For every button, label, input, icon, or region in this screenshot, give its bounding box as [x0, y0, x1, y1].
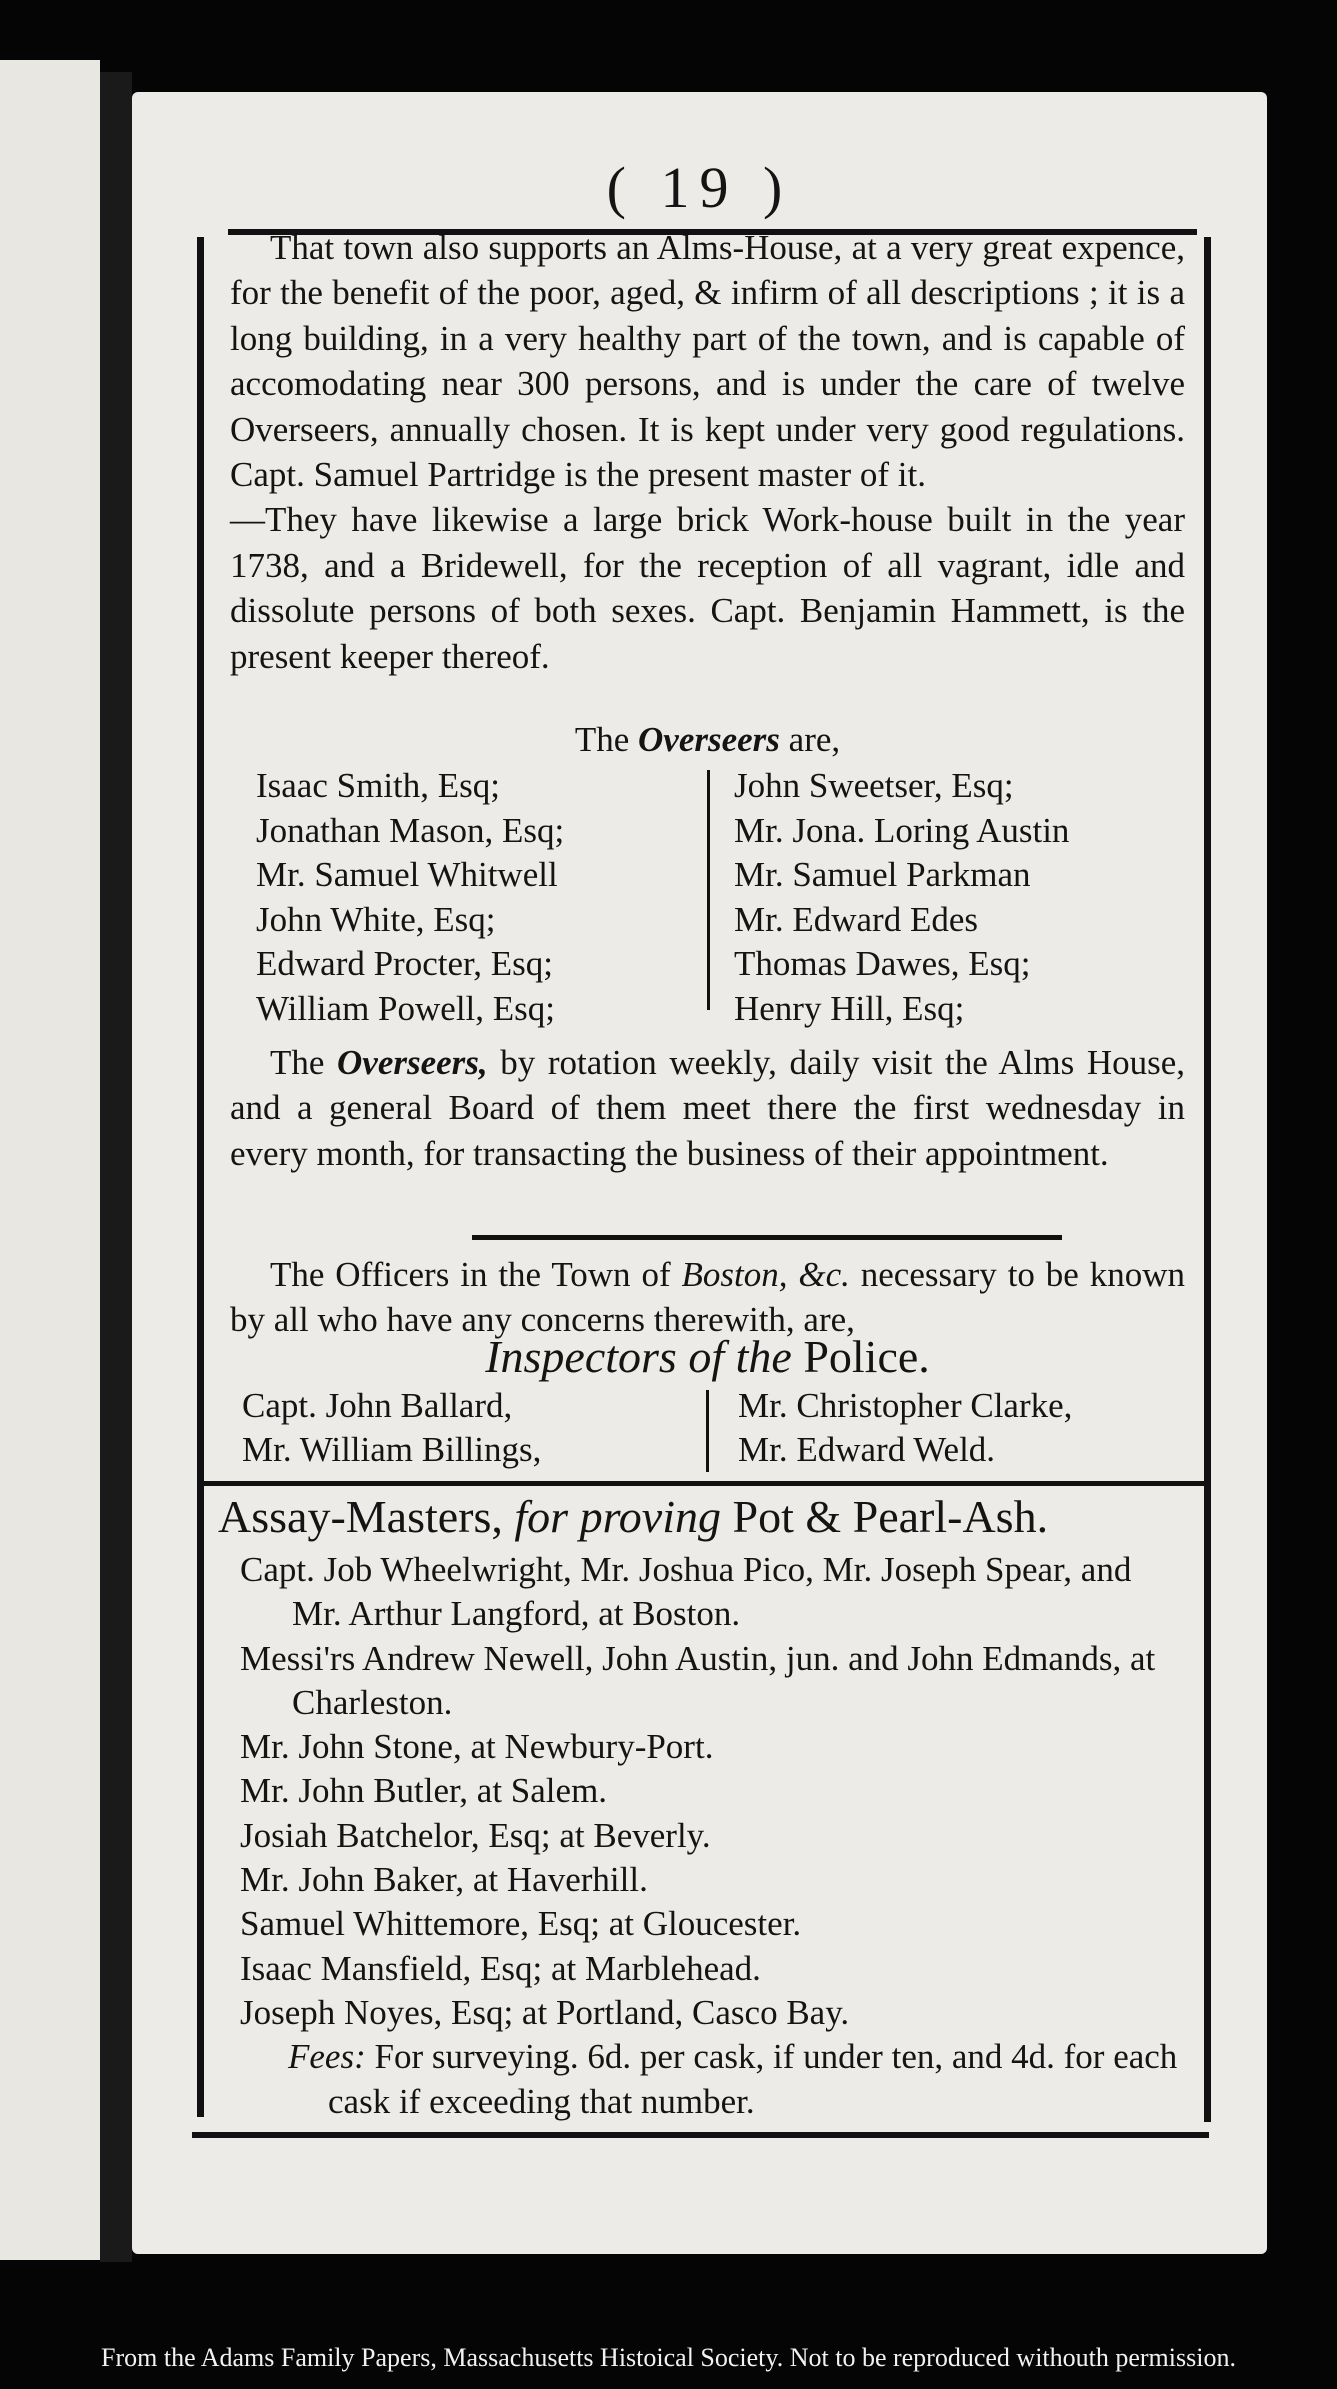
- section-divider-rule: [472, 1235, 1062, 1240]
- assay-entry: Messi'rs Andrew Newell, John Austin, jun. and John Edmands, at Charleston.: [240, 1638, 1156, 1722]
- archive-credit-footer: From the Adams Family Papers, Massachusetts Histoical Society. Not to be reproduced withouth permission.: [101, 2343, 1236, 2372]
- frame-rule-left: [197, 237, 204, 2117]
- frame-rule-bottom: [192, 2132, 1209, 2138]
- fees-note: Fees: For surveying. 6d. per cask, if under ten, and 4d. for each cask if exceeding that number.: [288, 2037, 1178, 2121]
- overseers-duties-paragraph: The Overseers, by rotation weekly, daily visit the Alms House, and a general Board of them meet there the first wednesday in every month, for transacting the business of their appointment.: [230, 1043, 1186, 1173]
- officers-intro: The Officers in the Town of Boston, &c. necessary to be known by all who have any concerns therewith, are,: [230, 1255, 1186, 1339]
- inspectors-heading: Inspectors of the Police.: [485, 1331, 930, 1382]
- page-number: ( 19 ): [606, 155, 793, 220]
- facing-page-edge: [0, 60, 100, 2260]
- document-page: [132, 92, 1267, 2254]
- assay-entry: Josiah Batchelor, Esq; at Beverly.: [240, 1815, 711, 1855]
- assay-entry: Isaac Mansfield, Esq; at Marblehead.: [240, 1948, 761, 1988]
- overseer-name: Jonathan Mason, Esq;: [256, 810, 565, 850]
- overseer-name: Thomas Dawes, Esq;: [734, 944, 1031, 983]
- overseers-right-column: [734, 764, 1069, 1031]
- inspectors-left-column: [242, 1384, 541, 1472]
- overseer-name: Edward Procter, Esq;: [256, 944, 553, 983]
- frame-rule-right: [1204, 237, 1211, 2122]
- overseers-left-column: [256, 764, 564, 1031]
- overseer-name: Isaac Smith, Esq;: [256, 766, 500, 805]
- assay-entry: Mr. John Baker, at Haverhill.: [240, 1860, 648, 1900]
- assay-masters-list: [240, 1548, 1185, 2124]
- section-divider-rule: [202, 1481, 1207, 1486]
- column-divider: [707, 770, 710, 1010]
- work-house-text: —They have likewise a large brick Work-house built in the year 1738, and a Bridewell, for the reception of all vagrant, idle and dissolute persons of both sexes. Capt. Benjamin Hammett, is the present keeper thereof.: [230, 500, 1185, 676]
- overseer-name: Mr. Jona. Loring Austin: [734, 810, 1070, 850]
- overseer-name: John Sweetser, Esq;: [734, 766, 1014, 805]
- assay-masters-heading: Assay-Masters, for proving Pot & Pearl-Ash.: [218, 1491, 1049, 1542]
- overseer-name: Mr. Samuel Whitwell: [256, 855, 558, 894]
- assay-entry: Mr. John Butler, at Salem.: [240, 1771, 608, 1811]
- inspector-name: Capt. John Ballard,: [242, 1386, 513, 1425]
- inspectors-list: [230, 1384, 1190, 1479]
- column-divider: [706, 1390, 709, 1472]
- overseers-heading: The Overseers are,: [574, 720, 841, 759]
- overseer-name: William Powell, Esq;: [256, 988, 555, 1028]
- overseers-list: [244, 764, 1194, 1034]
- overseer-name: John White, Esq;: [256, 899, 496, 939]
- assay-entry: Samuel Whittemore, Esq; at Gloucester.: [240, 1904, 802, 1944]
- assay-entry: Joseph Noyes, Esq; at Portland, Casco Bay.: [240, 1992, 850, 2032]
- inspector-name: Mr. Edward Weld.: [738, 1430, 996, 1469]
- assay-entry: Mr. John Stone, at Newbury-Port.: [240, 1727, 714, 1767]
- inspector-name: Mr. Christopher Clarke,: [738, 1386, 1073, 1425]
- alms-house-text: That town also supports an Alms-House, at a very great expence, for the benefit of the poor, aged, & infirm of all descriptions ; it is a long building, in a very healthy part of the town, and is capable of accomodating near 300 persons, and is under the care of twelve Overseers, annually chosen. It is kept under very good regulations. Capt. Samuel Partridge is the present master of it.: [230, 228, 1185, 495]
- overseer-name: Henry Hill, Esq;: [734, 988, 965, 1028]
- book-gutter: [100, 72, 132, 2262]
- inspector-name: Mr. William Billings,: [242, 1430, 542, 1469]
- overseer-name: Mr. Edward Edes: [734, 899, 978, 939]
- assay-entry: Capt. Job Wheelwright, Mr. Joshua Pico, Mr. Joseph Spear, and Mr. Arthur Langford, at Boston.: [240, 1550, 1132, 1634]
- inspectors-right-column: [738, 1384, 1072, 1472]
- overseer-name: Mr. Samuel Parkman: [734, 855, 1031, 894]
- alms-house-paragraph: [230, 225, 1185, 679]
